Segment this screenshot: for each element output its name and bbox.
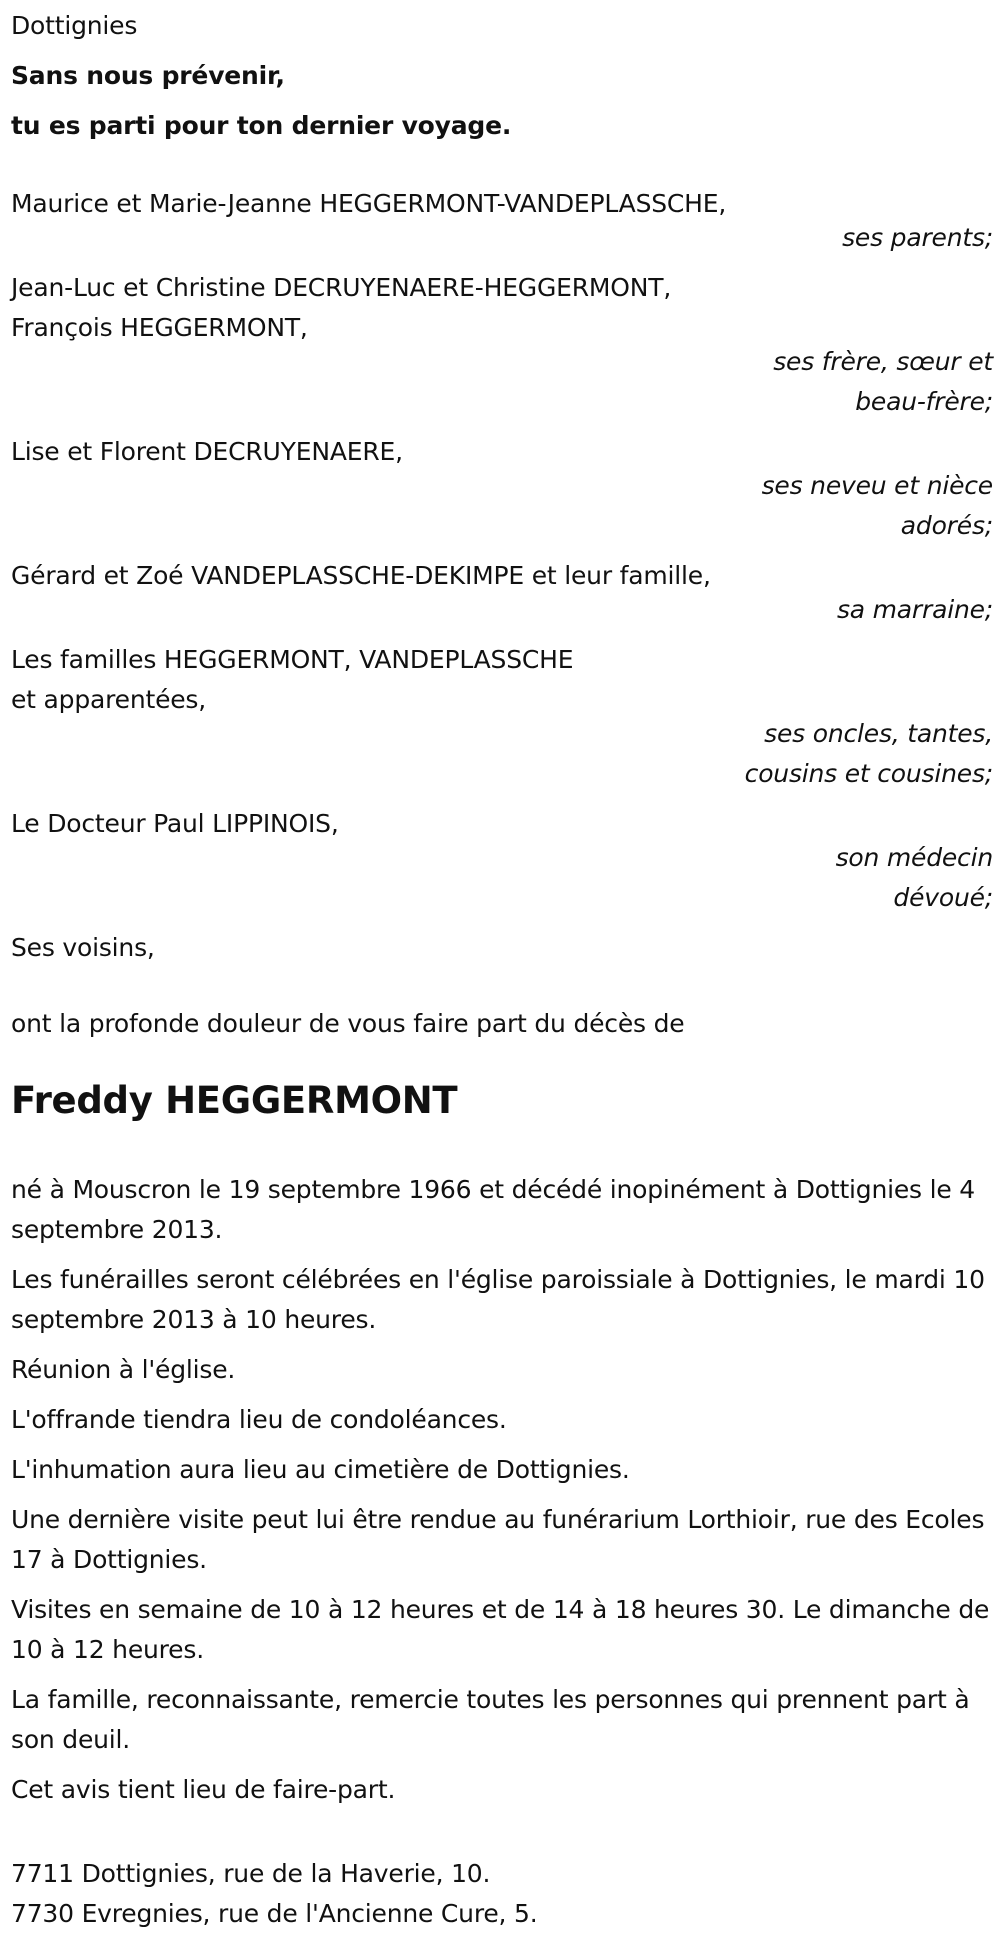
family-names: [11, 640, 993, 720]
family-name-line: et apparentées,: [11, 685, 206, 714]
family-relation: [11, 342, 993, 422]
family-name-line: Maurice et Marie-Jeanne HEGGERMONT-VANDEPLASSCHE,: [11, 189, 727, 218]
family-block: [11, 432, 993, 546]
family-block: [11, 556, 993, 630]
deceased-name: Freddy HEGGERMONT: [11, 1079, 458, 1122]
address-line: 7711 Dottignies, rue de la Haverie, 10.: [11, 1859, 491, 1888]
relation-line: beau-frère;: [855, 387, 993, 416]
family-block: [11, 804, 993, 918]
family-names: [11, 268, 993, 348]
paragraph-visit-hours: Visites en semaine de 10 à 12 heures et de 14 à 18 heures 30. Le dimanche de 10 à 12 heures.: [11, 1595, 990, 1664]
relation-line: adorés;: [900, 511, 993, 540]
paragraph-burial: L'inhumation aura lieu au cimetière de Dottignies.: [11, 1455, 630, 1484]
paragraph-notice: Cet avis tient lieu de faire-part.: [11, 1775, 396, 1804]
family-name-line: Lise et Florent DECRUYENAERE,: [11, 437, 403, 466]
location: Dottignies: [11, 11, 138, 40]
relation-line: ses neveu et nièce: [761, 471, 993, 500]
address-line: 7730 Evregnies, rue de l'Ancienne Cure, 5.: [11, 1899, 538, 1928]
announcement: ont la profonde douleur de vous faire part du décès de: [11, 1009, 685, 1038]
paragraph-funeral: Les funérailles seront célébrées en l'église paroissiale à Dottignies, le mardi 10 septembre 2013 à 10 heures.: [11, 1265, 985, 1334]
family-block: [11, 928, 993, 968]
family-name-line: Jean-Luc et Christine DECRUYENAERE-HEGGERMONT,: [11, 273, 672, 302]
family-name-line: François HEGGERMONT,: [11, 313, 308, 342]
intro-line-2: tu es parti pour ton dernier voyage.: [11, 111, 512, 140]
relation-line: ses parents;: [842, 223, 993, 252]
family-name-line: Les familles HEGGERMONT, VANDEPLASSCHE: [11, 645, 574, 674]
addresses: [11, 1854, 993, 1934]
relation-line: cousins et cousines;: [744, 759, 993, 788]
paragraph-offering: L'offrande tiendra lieu de condoléances.: [11, 1405, 507, 1434]
obituary-content: [11, 6, 993, 1934]
family-name-line: Ses voisins,: [11, 933, 155, 962]
family-relation: [11, 714, 993, 794]
family-block: [11, 268, 993, 422]
family-name-line: Le Docteur Paul LIPPINOIS,: [11, 809, 339, 838]
family-names: [11, 928, 993, 968]
relation-line: dévoué;: [893, 883, 993, 912]
relation-line: son médecin: [835, 843, 993, 872]
relation-line: ses frère, sœur et: [773, 347, 993, 376]
intro-line-1: Sans nous prévenir,: [11, 61, 285, 90]
family-relation: [11, 466, 993, 546]
paragraph-meeting: Réunion à l'église.: [11, 1355, 236, 1384]
family-relation: [11, 838, 993, 918]
paragraph-last-visit: Une dernière visite peut lui être rendue au funérarium Lorthioir, rue des Ecoles 17 à Dottignies.: [11, 1505, 985, 1574]
spacer: [11, 156, 993, 184]
family-block: [11, 184, 993, 258]
family-block: [11, 640, 993, 794]
family-relation: [11, 590, 993, 630]
family-relation: [11, 218, 993, 258]
paragraph-thanks: La famille, reconnaissante, remercie toutes les personnes qui prennent part à son deuil.: [11, 1685, 970, 1754]
relation-line: sa marraine;: [836, 595, 993, 624]
paragraph-birth-death: né à Mouscron le 19 septembre 1966 et décédé inopinément à Dottignies le 4 septembre 2013.: [11, 1175, 975, 1244]
family-name-line: Gérard et Zoé VANDEPLASSCHE-DEKIMPE et leur famille,: [11, 561, 711, 590]
relation-line: ses oncles, tantes,: [764, 719, 993, 748]
